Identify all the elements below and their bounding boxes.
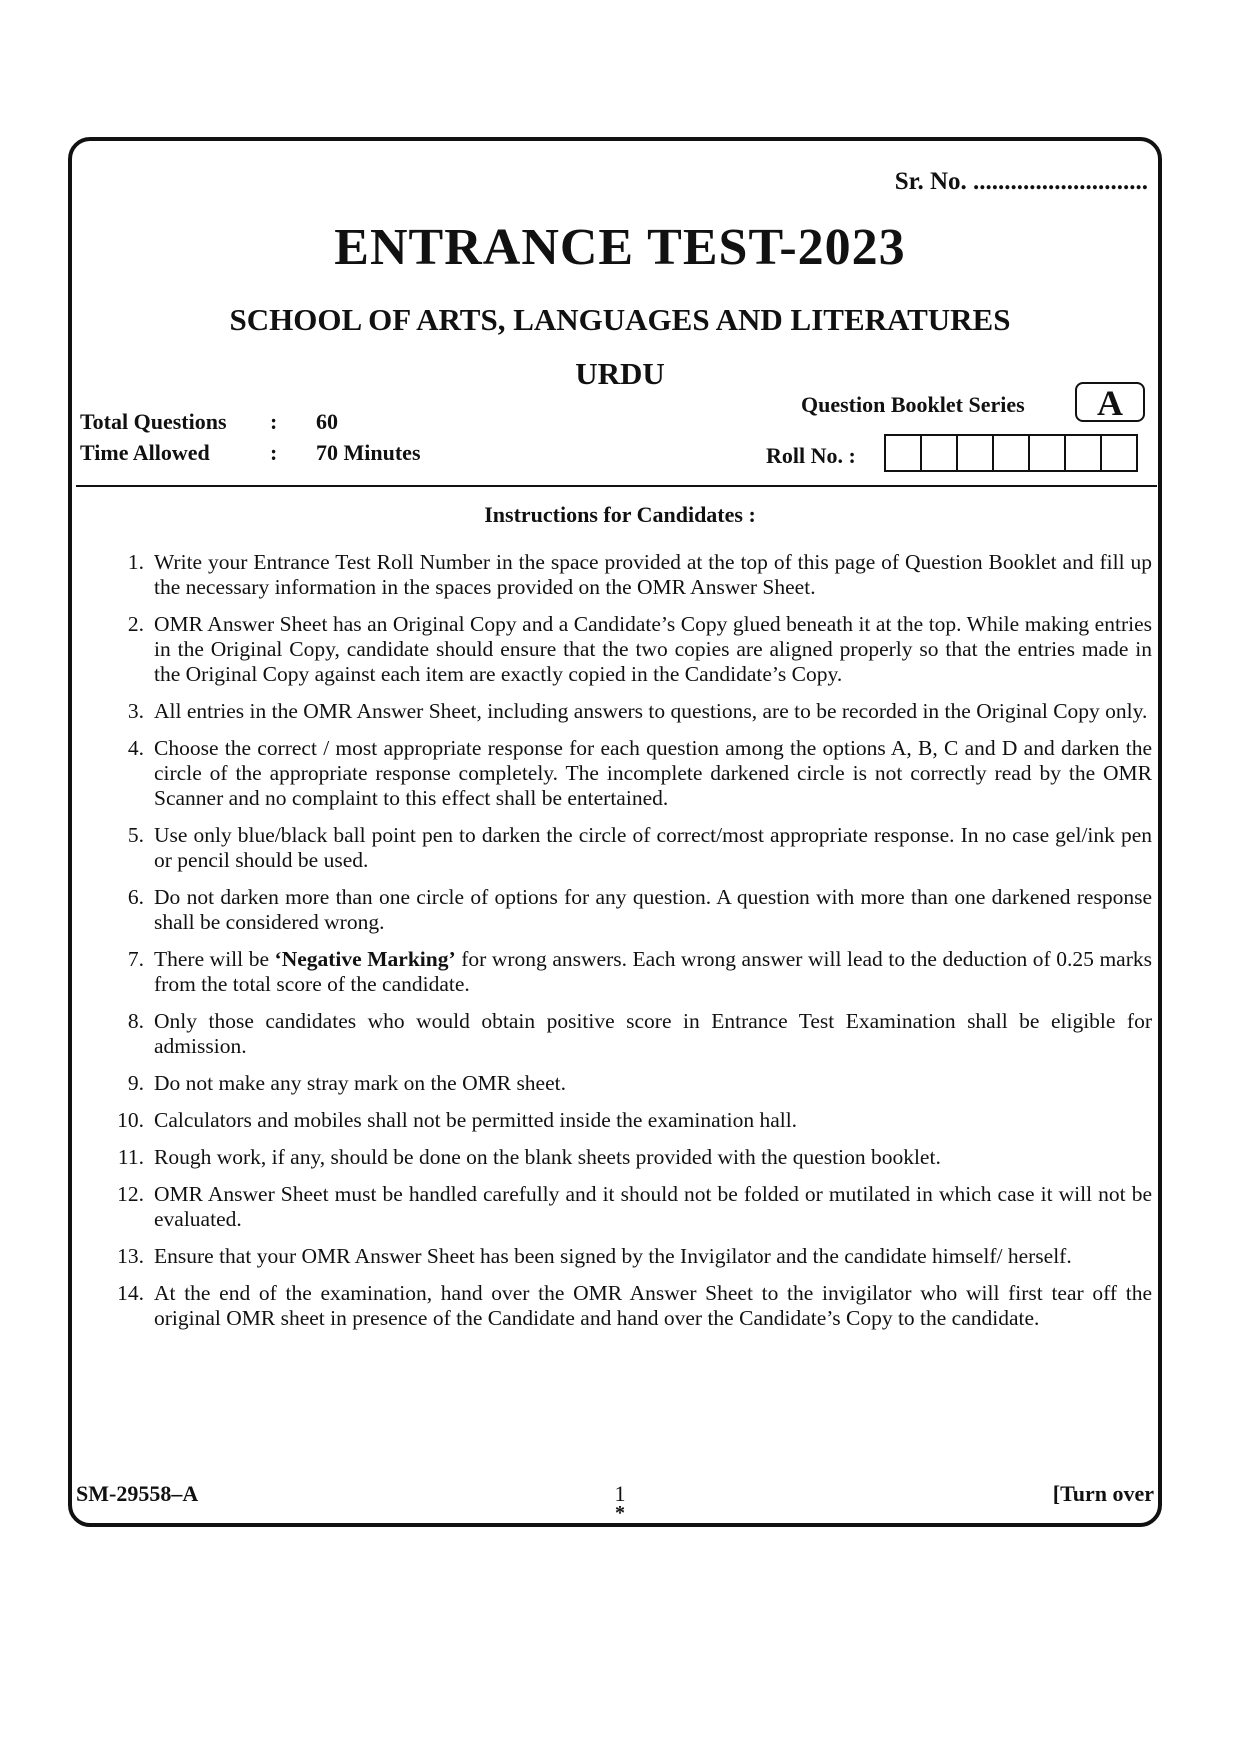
roll-number-cell[interactable] <box>886 436 922 470</box>
instruction-number: 9. <box>127 1071 144 1095</box>
total-questions-value: 60 <box>316 409 338 434</box>
serial-number: Sr. No. ............................ <box>894 168 1148 195</box>
instruction-item <box>110 1071 1152 1096</box>
instruction-number: 7. <box>127 947 144 971</box>
time-allowed-colon: : <box>270 440 278 465</box>
total-questions-colon: : <box>270 409 278 434</box>
roll-number-cell[interactable] <box>1102 436 1136 470</box>
exam-title: ENTRANCE TEST-2023 <box>334 219 906 276</box>
time-allowed-value: 70 Minutes <box>316 440 421 465</box>
instruction-text-part: There will be <box>154 947 275 971</box>
instruction-item <box>110 699 1152 724</box>
instruction-text: Choose the correct / most appropriate response for each question among the options A, B, C and D and darken the circle of the appropriate response completely. The incomplete darkened circle is not correctly read by the OMR Scanner and no complaint to this effect shall be entertained. <box>154 736 1152 810</box>
instruction-item <box>110 823 1152 873</box>
school-name: SCHOOL OF ARTS, LANGUAGES AND LITERATURES <box>229 302 1011 337</box>
roll-number-boxes[interactable] <box>884 434 1138 472</box>
roll-number-cell[interactable] <box>994 436 1030 470</box>
subject-name: URDU <box>575 356 665 391</box>
instruction-number: 10. <box>117 1108 144 1132</box>
instruction-item <box>110 1009 1152 1059</box>
page-star-mark: * <box>615 1502 625 1524</box>
booklet-series-label: Question Booklet Series <box>801 392 1025 417</box>
instruction-number: 3. <box>127 699 144 723</box>
instruction-text: OMR Answer Sheet must be handled carefully and it should not be folded or mutilated in which case it will not be evaluated. <box>154 1182 1152 1231</box>
instruction-text: Do not make any stray mark on the OMR sheet. <box>154 1071 566 1095</box>
roll-number-cell[interactable] <box>1030 436 1066 470</box>
instruction-text: Ensure that your OMR Answer Sheet has been signed by the Invigilator and the candidate himself/ herself. <box>154 1244 1072 1268</box>
instruction-item <box>110 1145 1152 1170</box>
negative-marking-emphasis: ‘Negative Marking’ <box>274 947 456 971</box>
booklet-series-box: A <box>1075 382 1145 422</box>
instruction-text: All entries in the OMR Answer Sheet, including answers to questions, are to be recorded in the Original Copy only. <box>154 699 1148 723</box>
instruction-number: 6. <box>127 885 144 909</box>
instruction-item <box>110 885 1152 935</box>
instruction-number: 13. <box>117 1244 144 1268</box>
instruction-number: 5. <box>127 823 144 847</box>
total-questions-label: Total Questions <box>80 409 227 434</box>
time-allowed-label: Time Allowed <box>80 440 210 465</box>
instruction-text: Use only blue/black ball point pen to darken the circle of correct/most appropriate response. In no case gel/ink pen or pencil should be used. <box>154 823 1152 872</box>
header-divider <box>76 485 1157 487</box>
instruction-item <box>110 1244 1152 1269</box>
instruction-text: Only those candidates who would obtain positive score in Entrance Test Examination shall be eligible for admission. <box>154 1009 1152 1058</box>
instruction-item <box>110 736 1152 811</box>
instruction-text: Do not darken more than one circle of options for any question. A question with more than one darkened response shall be considered wrong. <box>154 885 1152 934</box>
instructions-list <box>110 550 1152 1343</box>
instruction-text <box>154 947 1152 996</box>
instruction-number: 14. <box>117 1281 144 1305</box>
instruction-number: 4. <box>127 736 144 760</box>
instruction-number: 12. <box>117 1182 144 1206</box>
instruction-text-part: for wrong answers. Each wrong answer will lead to the deduction of 0.25 marks from the total score of the candidate. <box>154 947 1152 996</box>
roll-number-cell[interactable] <box>922 436 958 470</box>
instruction-text: Rough work, if any, should be done on the blank sheets provided with the question booklet. <box>154 1145 941 1169</box>
instruction-item <box>110 947 1152 997</box>
booklet-code: SM-29558–A <box>76 1481 199 1506</box>
instruction-number: 2. <box>127 612 144 636</box>
instruction-item <box>110 1281 1152 1331</box>
instruction-number: 8. <box>127 1009 144 1033</box>
instruction-item <box>110 1108 1152 1133</box>
instruction-text: Calculators and mobiles shall not be permitted inside the examination hall. <box>154 1108 798 1132</box>
instruction-text: At the end of the examination, hand over the OMR Answer Sheet to the invigilator who will first tear off the original OMR sheet in presence of the Candidate and hand over the Candidate’s Copy to the candidate. <box>154 1281 1152 1330</box>
instruction-item <box>110 612 1152 687</box>
instruction-item <box>110 1182 1152 1232</box>
turn-over-note: [Turn over <box>1052 1481 1154 1506</box>
roll-number-cell[interactable] <box>958 436 994 470</box>
roll-number-label: Roll No. : <box>766 443 856 468</box>
instruction-text: OMR Answer Sheet has an Original Copy and a Candidate’s Copy glued beneath it at the top. While making entries in the Original Copy, candidate should ensure that the two copies are aligned properly so that the entries made in the Original Copy against each item are exactly copied in the Candidate’s Copy. <box>154 612 1152 686</box>
page-number: 1 <box>614 1481 626 1506</box>
instructions-heading: Instructions for Candidates : <box>484 502 756 527</box>
instruction-number: 11. <box>117 1145 144 1169</box>
roll-number-cell[interactable] <box>1066 436 1102 470</box>
instruction-number: 1. <box>127 550 144 574</box>
instruction-text: Write your Entrance Test Roll Number in the space provided at the top of this page of Question Booklet and fill up the necessary information in the spaces provided on the OMR Answer Sheet. <box>154 550 1152 599</box>
instruction-item <box>110 550 1152 600</box>
